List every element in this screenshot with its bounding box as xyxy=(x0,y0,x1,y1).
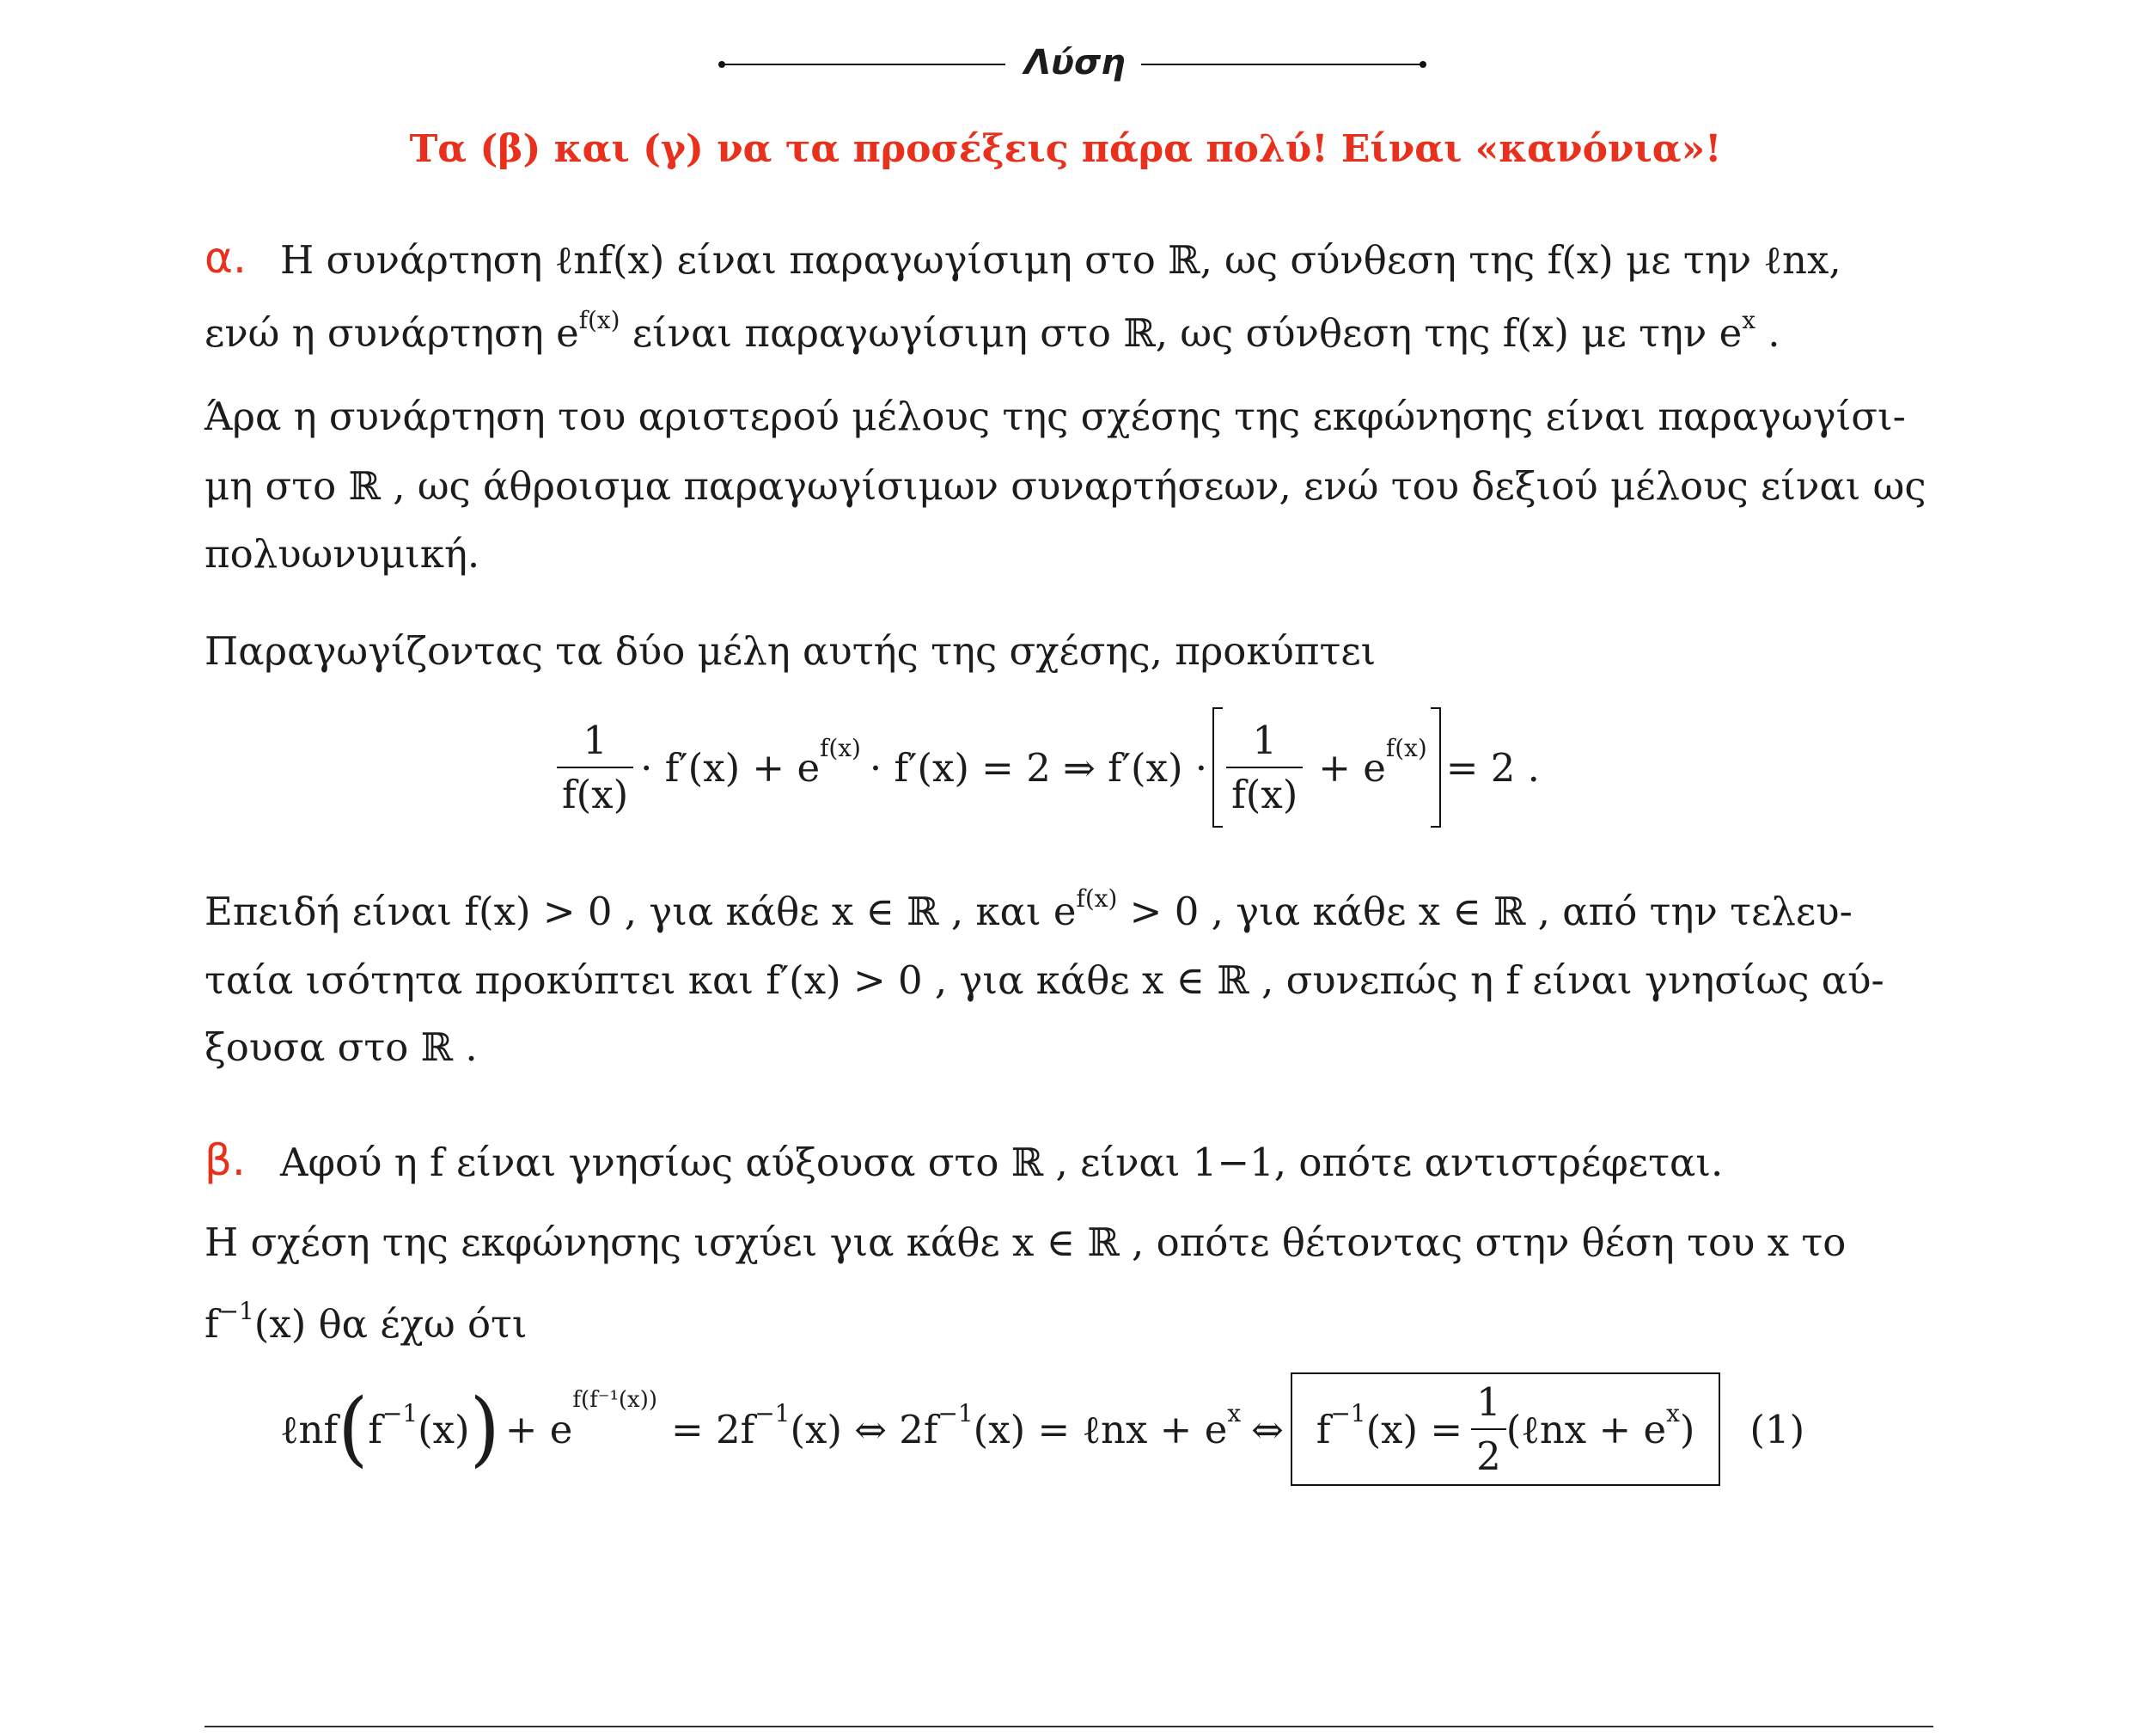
text: , ως σύνθεση της xyxy=(1200,237,1536,283)
boxed-result: f $^{-1}$ (x) = $\frac{1}{2}$ (ℓnx + e $^x$ ) xyxy=(1291,1372,1721,1486)
fraction: $\frac{1}{f(x)}$ xyxy=(557,721,633,814)
math: f(x) xyxy=(1547,237,1614,283)
text: Η συνάρτηση xyxy=(280,237,543,283)
heading-rule-right xyxy=(1141,64,1423,65)
text: είναι παραγωγίσιμη στο xyxy=(632,310,1112,356)
text: , ως σύνθεση της xyxy=(1155,310,1491,356)
text: με την xyxy=(1626,237,1752,283)
math: ℓnx xyxy=(1763,237,1829,283)
footer-rule xyxy=(205,1726,1933,1727)
part-b-line-2: Η σχέση της εκφώνησης ισχύει για κάθε x ∈ ℝ , οπότε θέτοντας στην θέση του x το xyxy=(205,1219,1847,1265)
heading-title: Λύση xyxy=(1024,43,1126,83)
part-a-para2-line-3: πολυωνυμική. xyxy=(205,531,480,577)
part-a-para4-line-2: ταία ισότητα προκύπτει και f′(x) > 0 , για κάθε x ∈ ℝ , συνεπώς η f είναι γνησίως αύ- xyxy=(205,957,1884,1003)
fraction: $\frac{1}{f(x)}$ xyxy=(1226,721,1303,814)
part-a-line-1 xyxy=(280,237,1841,283)
paren-right: ) xyxy=(469,1381,500,1476)
text: ενώ η συνάρτηση xyxy=(205,310,544,356)
heading-dot-right xyxy=(1420,61,1426,68)
equation-label: (1) xyxy=(1749,1406,1805,1452)
math: ℝ xyxy=(1123,310,1156,356)
text: . xyxy=(1768,310,1780,356)
part-a-para4-line-3: ξουσα στο ℝ . xyxy=(205,1024,478,1070)
equation-derivative: $\frac{1}{f(x)}$ · f′(x) + e $^{f(x)}$ · f′(x) = 2 ⇒ f′(x) · $\frac{1}{f(x)}$ + e $^{f(x)}$ = 2 . xyxy=(557,703,1540,832)
part-a-para2-line-1: Άρα η συνάρτηση του αριστερού μέλους της σχέσης της εκφώνησης είναι παραγωγίσι- xyxy=(205,394,1906,439)
math: ℝ xyxy=(1168,237,1200,283)
math: f(x) xyxy=(1502,310,1569,356)
part-a-para3: Παραγωγίζοντας τα δύο μέλη αυτής της σχέσης, προκύπτει xyxy=(205,628,1377,674)
paren-left: ( xyxy=(338,1381,369,1476)
fraction: $\frac{1}{2}$ xyxy=(1471,1383,1506,1476)
equation-inverse: ℓnf ( f $^{-1}$ (x) ) + e $^{f(f^{-1}(x))}$ = 2f $^{-1}$ (x) ⇔ 2f $^{-1}$ (x) = ℓnx + e $^x$ ⇔ f $^{-1}$ (x) = $\frac{1}{2}$ (ℓnx + e $^x$ ) (1) xyxy=(280,1365,1804,1494)
part-a-para2-line-2: μη στο ℝ , ως άθροισμα παραγωγίσιμων συναρτήσεων, ενώ του δεξιού μέλους είναι ως xyxy=(205,463,1926,509)
text: με την xyxy=(1581,310,1707,356)
part-a-marker: α. xyxy=(205,233,247,283)
math: ℓnf(x) xyxy=(554,237,665,283)
text: , xyxy=(1829,237,1841,283)
part-a-line-2 xyxy=(205,306,1780,356)
part-b-line-1: Αφού η f είναι γνησίως αύξουσα στο ℝ , είναι 1−1, οπότε αντιστρέφεται. xyxy=(280,1140,1724,1185)
square-bracket: $\frac{1}{f(x)}$ + e $^{f(x)}$ xyxy=(1212,707,1441,828)
warning-note: Τα (β) και (γ) να τα προσέξεις πάρα πολύ! Είναι «κανόνια»! xyxy=(409,127,1722,171)
part-a-para4-line-1: Επειδή είναι f(x) > 0 , για κάθε x ∈ ℝ , και $e^{f(x)} > 0$ , για κάθε x ∈ ℝ , από την τελευ- xyxy=(205,884,1853,934)
math: $e^{f(x)}$ xyxy=(556,306,620,356)
heading-rule-left xyxy=(722,64,1005,65)
math: $e^x$ xyxy=(1719,306,1755,356)
text: είναι παραγωγίσιμη στο xyxy=(676,237,1156,283)
part-b-line-3: $f^{-1}(x)$ θα έχω ότι xyxy=(205,1297,528,1347)
part-b-marker: β. xyxy=(205,1135,246,1185)
